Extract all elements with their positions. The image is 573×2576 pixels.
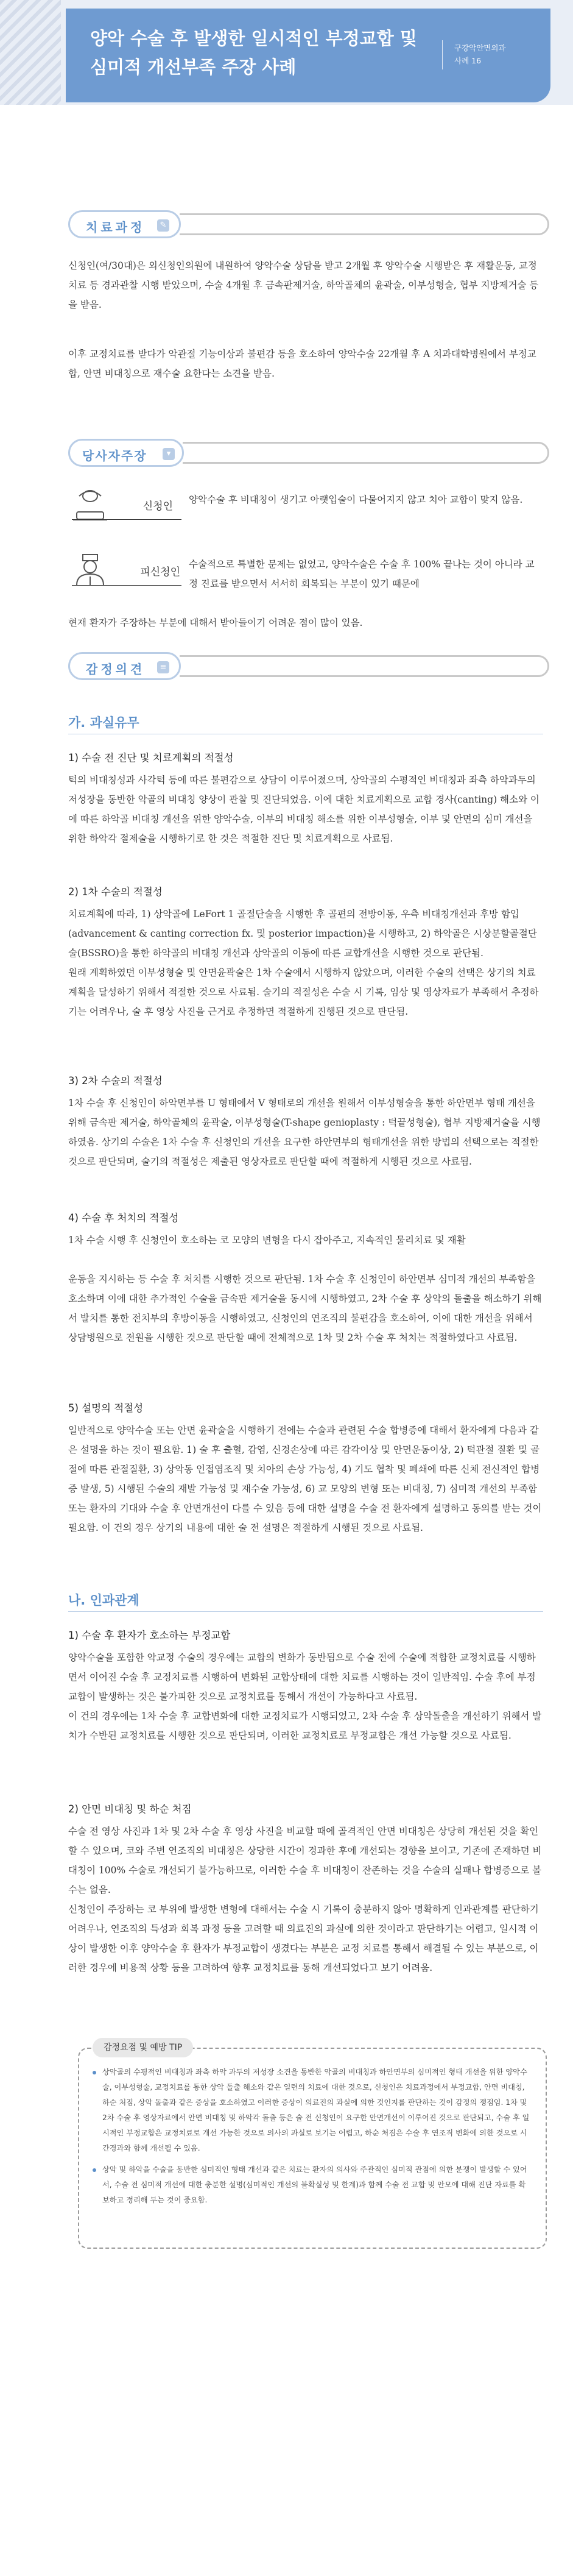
header-meta <box>454 41 506 67</box>
clipboard-icon: ✎ <box>157 219 169 232</box>
item-text: 1차 수술 후 신청인이 하악면부를 U 형태에서 V 형태로의 개선을 원해서 이부성형술을 통한 하안면부 형태 개선을 위해 금속판 제거술, 하악골체의 윤곽술, 이부성형술(T-shape genioplasty : 턱끝성형술), 협부 지방제거술을 시행하였음. 상기의 수술은 1차 수술 후 신청인의 개선을 요구한 하안면부의 형태개선을 위한 방법의 선택으로는 적절한 것으로 판단되며, 술기의 적절성은 제출된 영상자료로 판단할 때에 적절하게 시행된 것으로 사료됨. <box>68 1098 541 1167</box>
respondent-role: 피신청인 <box>140 566 180 578</box>
section-header-claims <box>68 439 549 470</box>
tip-body <box>93 2065 532 2214</box>
header-divider <box>442 40 443 69</box>
item-heading: 3) 2차 수술의 적절성 <box>68 1075 163 1087</box>
item-text: 수술 전 영상 사진과 1차 및 2차 수술 후 영상 사진을 비교할 때에 골격적인 안면 비대칭은 상당히 개선된 것을 확인할 수 있으며, 코와 주변 연조직의 비대칭은 상당한 시간이 경과한 후에 개선되는 경향을 보이고, 기존에 존재하던 비대칭이 100% 수술로 개선되기 불가능하므로, 이러한 수술 후 비대칭이 잔존하는 것을 수술의 실패나 합병증으로 볼 수는 없음. 신청인이 주장하는 코 부위에 발생한 변형에 대해서는 수술 시 기록이 충분하지 않아 명확하게 인과관계를 판단하기 어려우나, 연조직의 특성과 회복 과정 등을 고려할 때 의료진의 과실에 의한 것이라고 판단하기는 어렵고, 일시적 이상이 발생한 이후 양악수술 후 환자가 부정교합이 생겼다는 부분은 교정 치료를 통해서 해결될 수 있는 부분으로, 이러한 경우에 비용적 상황 등을 고려하여 향후 교정치료를 통해 개선되었다고 보기 어려움. <box>68 1826 542 1973</box>
applicant-icon <box>72 488 108 522</box>
section-track <box>183 442 549 464</box>
item-text: 1차 수술 시행 후 신청인이 호소하는 코 모양의 변형을 다시 잡아주고, 지속적인 물리치료 및 재활 운동을 지시하는 등 수술 후 처치를 시행한 것으로 판단됨. 1차 수술 후 신청인이 하안면부 심미적 개선의 부족함을 호소하며 이에 대한 추가적인 수술을 금속판 제거술을 동시에 시행하였고, 2차 수술 후 상악의 돌출을 해소하기 위해서 발치를 통한 전치부의 후방이동을 시행하였고, 신청인의 연조직의 불편감을 호소하여, 이에 대한 개선을 위해서 상담병원으로 전원을 시행한 것으로 판단할 때에 전체적으로 1차 및 2차 수술 후 처치는 적절하였다고 사료됨. <box>68 1235 542 1343</box>
respondent-claim-continued: 현재 환자가 주장하는 부분에 대해서 받아들이기 어려운 점이 많이 있음. <box>68 617 363 628</box>
applicant-role: 신청인 <box>142 500 173 513</box>
header-stripes <box>0 0 61 105</box>
treatment-paragraph-1: 신청인(여/30대)은 외신청인의원에 내원하여 양악수술 상담을 받고 2개월 후 양악수술 시행받은 후 재활운동, 교정치료 등 경과관찰 시행 받았으며, 수술 4개월 후 금속판제거술, 하악골체의 윤곽술, 이부성형술, 협부 지방제거술 등을 받음. <box>68 260 539 310</box>
item-text: 치료계획에 따라, 1) 상악골에 LeFort 1 골절단술을 시행한 후 골편의 전방이동, 우측 비대칭개선과 후방 함입(advancement & canting correction fx. 및 posterior impaction)을 시행하고, 2) 하악골은 시상분할골절단술(BSSRO)을 통한 하악골의 비대칭 개선과 상악골의 이동에 따른 교합개선을 시행한 것으로 판단됨. 원래 계획하였던 이부성형술 및 안면윤곽술은 1차 수술에서 시행하지 않았으며, 이러한 수술의 선택은 상기의 치료계획을 달성하기 위해서 적절한 것으로 사료됨. 술기의 적절성은 수술 시 기록, 임상 및 영상자료가 부족해서 추정하기는 어려우나, 술 후 영상 사진을 근거로 추정하면 적절하게 진행된 것으로 판단됨. <box>68 909 539 1017</box>
subsection-title-negligence: 가. 과실유무 <box>68 715 139 730</box>
tip-item: 상악골의 수평적인 비대칭과 좌측 하악 과두의 저성장 소견을 동반한 악골의 비대칭과 하안면부의 심미적인 형태 개선을 위한 양악수술, 이부성형술, 교정치료를 통한 상악 돌출 해소와 같은 일련의 치료에 대한 것으로, 신청인은 치료과정에서 부정교합, 안면 비대칭, 하순 처짐, 상악 돌출과 같은 증상을 호소하였고 이러한 증상이 의료진의 과실에 의한 것인지를 판단하는 것이 감정의 쟁점임. 1차 및 2차 수술 후 영상자료에서 안면 비대칭 및 하악각 돌출 등은 술 전 신청인이 요구한 안면개선이 이루어진 것으로 판단되고, 수술 후 일시적인 부정교합은 교정치료로 개선 가능한 것으로 의사의 과실로 보기는 어렵고, 하순 처짐은 수술 후 연조직 변화에 의한 것으로 시간경과와 함께 개선될 수 있음. <box>93 2065 532 2156</box>
applicant-claim: 양악수술 후 비대칭이 생기고 아랫입술이 다물어지지 않고 치아 교합이 맞지 않음. <box>189 494 523 505</box>
item-heading: 1) 수술 전 진단 및 치료계획의 적절성 <box>68 752 234 764</box>
section-label: 감정의견 <box>86 662 146 676</box>
section-label: 당사자주장 <box>82 449 147 463</box>
section-pill <box>68 439 184 467</box>
person-icon: ▾ <box>163 448 175 460</box>
applicant-underline <box>72 519 181 520</box>
item-heading: 5) 설명의 적절성 <box>68 1402 144 1414</box>
item-text: 일반적으로 양악수술 또는 안면 윤곽술을 시행하기 전에는 수술과 관련된 수술 합병증에 대해서 환자에게 다음과 같은 설명을 하는 것이 필요함. 1) 술 후 출혈, 감염, 신경손상에 따른 감각이상 및 안면운동이상, 2) 턱관절 질환 및 골절에 따른 관절질환, 3) 상악동 인접염조직 및 치아의 손상 가능성, 4) 기도 협착 및 폐쇄에 따른 신체 전신적인 합병증 발생, 5) 시행된 수술의 재발 가능성 및 재수술 가능성, 6) 교 모양의 변형 또는 비대칭, 7) 심미적 개선의 부족함 또는 환자의 기대와 수술 후 안면개선이 다를 수 있음 등에 대한 설명을 수술 전 환자에게 설명하고 동의를 받는 것이 필요함. 이 건의 경우 상기의 내용에 대한 술 전 설명은 적절하게 시행된 것으로 사료됨. <box>68 1425 542 1533</box>
section-pill <box>68 210 181 238</box>
header-card <box>66 9 550 102</box>
section-header-appraisal <box>68 652 549 684</box>
tip-label: 감정요점 및 예방 TIP <box>93 2038 193 2057</box>
section-header-treatment <box>68 210 549 242</box>
item-text: 양악수술을 포함한 악교정 수술의 경우에는 교합의 변화가 동반됨으로 수술 전에 수술에 적합한 교정치료를 시행하면서 이어진 수술 후 교정치료를 시행하여 변화된 교합상태에 대한 치료를 시행하는 것이 일반적임. 수술 후에 부정교합이 발생하는 것은 불가피한 것으로 교정치료를 통해서 개선이 가능하다고 사료됨. 이 건의 경우에는 1차 수술 후 교합변화에 대한 교정치료가 시행되었고, 2차 수술 후 상악돌출을 개선하기 위해서 발치가 수반된 교정치료를 시행한 것으로 판단되며, 이러한 교정치료로 부정교합은 개선 가능할 것으로 사료됨. <box>68 1652 542 1741</box>
treatment-paragraph-2: 이후 교정치료를 받다가 악관절 기능이상과 불편감 등을 호소하여 양악수술 22개월 후 A 치과대학병원에서 부정교합, 안면 비대칭으로 재수술 요한다는 소견을 받음. <box>68 349 536 379</box>
item-heading: 2) 안면 비대칭 및 하순 처짐 <box>68 1803 192 1815</box>
item-heading: 4) 수술 후 처치의 적절성 <box>68 1212 179 1224</box>
header-band <box>0 0 573 105</box>
subsection-rule <box>68 1611 543 1612</box>
respondent-claim: 수술적으로 특별한 문제는 없었고, 양악수술은 수술 후 100% 끝나는 것이 아니라 교정 진료를 받으면서 서서히 회복되는 부분이 있기 때문에 <box>189 559 535 589</box>
respondent-icon <box>72 552 108 586</box>
case-number: 사례 16 <box>454 56 482 65</box>
tip-item: 상악 및 하악을 수술을 동반한 심미적인 형태 개선과 같은 치료는 환자의 의사와 주관적인 심미적 관점에 의한 분쟁이 발생할 수 있어서, 수술 전 심미적 개선에 대한 충분한 설명(심미적인 개선의 불확실성 및 한계)과 함께 수술 전 교합 및 안모에 대해 진단 자료를 확보하고 정리해 두는 것이 중요함. <box>93 2162 532 2208</box>
section-track <box>180 213 549 235</box>
section-label: 치료과정 <box>86 220 146 235</box>
category-label: 구강악안면외과 <box>454 43 506 52</box>
item-heading: 2) 1차 수술의 적절성 <box>68 886 163 898</box>
item-heading: 1) 수술 후 환자가 호소하는 부정교합 <box>68 1630 231 1641</box>
document-icon: ≡ <box>157 661 169 673</box>
respondent-underline <box>72 585 181 586</box>
section-track <box>180 655 549 677</box>
tip-box <box>78 2043 547 2249</box>
section-pill <box>68 652 181 680</box>
subsection-title-causation: 나. 인과관계 <box>68 1593 139 1608</box>
page-title: 양악 수술 후 발생한 일시적인 부정교합 및 심미적 개선부족 주장 사례 <box>90 28 417 77</box>
item-text: 턱의 비대칭성과 사각턱 등에 따른 불편감으로 상담이 이루어졌으며, 상악골의 수평적인 비대칭과 좌측 하악과두의 저성장을 동반한 악골의 비대칭 양상이 관찰 및 진단되었음. 이에 대한 치료계획으로 교합 경사(canting) 해소와 이에 따른 하악골 비대칭 개선을 위한 양악수술, 이부의 비대칭 해소를 위한 이부성형술, 이부 및 안면의 심미 개선을 위한 하악각 절제술을 시행하기로 한 것은 적절한 진단 및 치료계획으로 사료됨. <box>68 775 540 844</box>
